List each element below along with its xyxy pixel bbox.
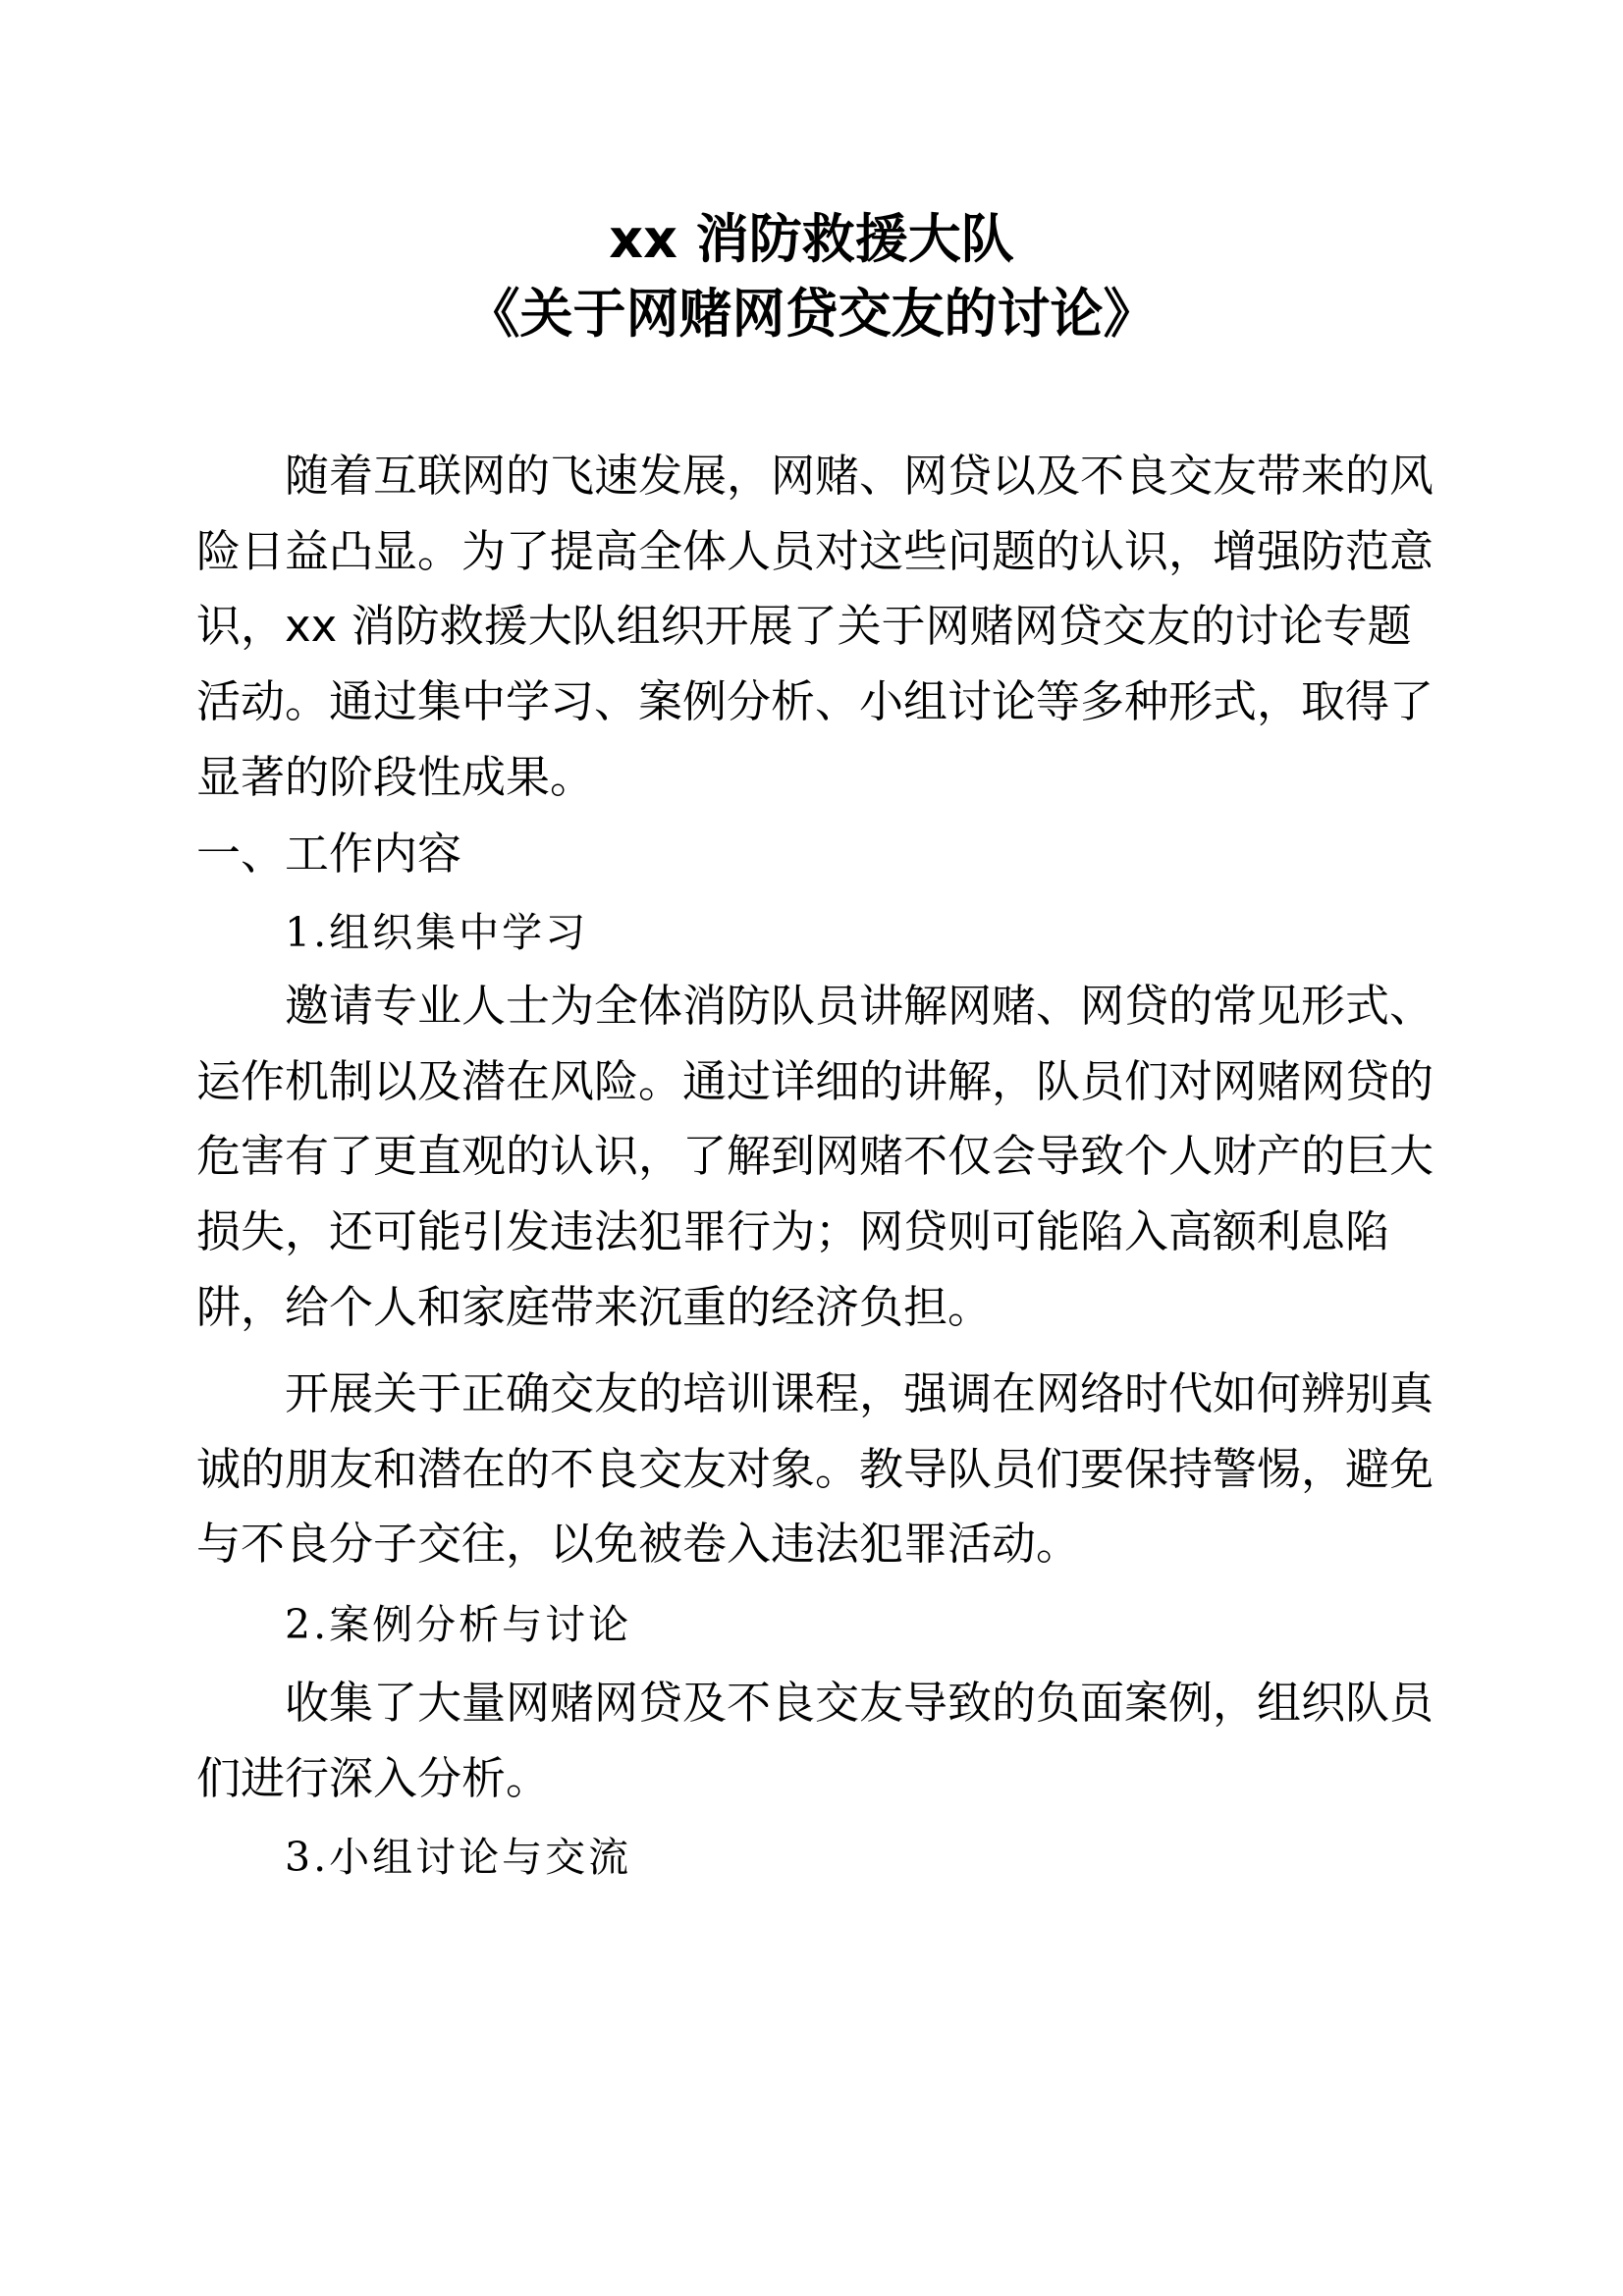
section-heading-work-content: 一、工作内容 xyxy=(196,828,462,880)
document-title-line-1: xx 消防救援大队 xyxy=(609,208,1014,270)
item2-para-line: 收集了大量网赌网贷及不良交友导致的负面案例，组织队员 xyxy=(285,1677,1434,1729)
item2-para-line: 们进行深入分析。 xyxy=(196,1752,551,1804)
item1-para2-line: 与不良分子交往，以免被卷入违法犯罪活动。 xyxy=(196,1518,1081,1570)
intro-line: 活动。通过集中学习、案例分析、小组讨论等多种形式，取得了 xyxy=(196,675,1434,727)
intro-line: 识，xx 消防救援大队组织开展了关于网赌网贷交友的讨论专题 xyxy=(196,600,1412,652)
intro-line: 险日益凸显。为了提高全体人员对这些问题的认识，增强防范意 xyxy=(196,525,1434,577)
item-heading-group-discussion: 3.小组讨论与交流 xyxy=(285,1834,632,1881)
intro-line: 显著的阶段性成果。 xyxy=(196,751,595,803)
item-heading-case-analysis: 2.案例分析与讨论 xyxy=(285,1601,632,1648)
item1-para1-line: 运作机制以及潜在风险。通过详细的讲解，队员们对网赌网贷的 xyxy=(196,1055,1434,1107)
item1-para2-line: 开展关于正确交友的培训课程，强调在网络时代如何辨别真 xyxy=(285,1367,1434,1419)
item1-para2-line: 诚的朋友和潜在的不良交友对象。教导队员们要保持警惕，避免 xyxy=(196,1443,1434,1495)
item1-para1-line: 阱，给个人和家庭带来沉重的经济负担。 xyxy=(196,1281,993,1333)
intro-line: 随着互联网的飞速发展，网赌、网贷以及不良交友带来的风 xyxy=(285,450,1434,502)
item1-para1-line: 损失，还可能引发违法犯罪行为；网贷则可能陷入高额利息陷 xyxy=(196,1205,1390,1257)
item1-para1-line: 危害有了更直观的认识，了解到网赌不仅会导致个人财产的巨大 xyxy=(196,1130,1434,1182)
item-heading-centralized-study: 1.组织集中学习 xyxy=(285,909,589,956)
document-title-line-2: 《关于网赌网贷交友的讨论》 xyxy=(466,283,1157,345)
item1-para1-line: 邀请专业人士为全体消防队员讲解网赌、网贷的常见形式、 xyxy=(285,980,1434,1032)
